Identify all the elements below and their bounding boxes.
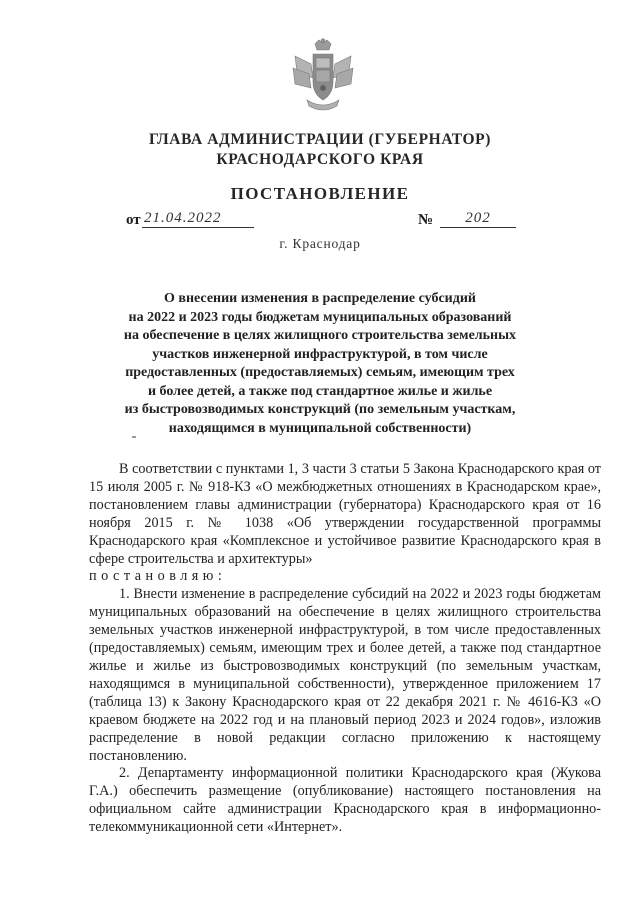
- number-prefix: №: [418, 212, 434, 228]
- title-line: и более детей, а также под стандартное жилье и жилье: [147, 383, 493, 399]
- city: г. Краснодар: [279, 236, 361, 251]
- preamble-paragraph: В соответствии с пунктами 1, 3 части 3 статьи 5 Закона Краснодарского края от 15 июля 2005 г. № 918-КЗ «О межбюджетных отношениях в Краснодарском крае», постановлением главы администрации (губернатора) Краснодарского края от 16 ноября 2015 г. № 1038 «Об утверждении государственной программы Краснодарского края «Комплексное и устойчивое развитие Краснодарского края в сфере строительства и архитектуры»: [89, 461, 601, 567]
- document-date: 21.04.2022: [142, 210, 254, 228]
- decree-verb: постановляю:: [89, 568, 227, 585]
- title-line: на обеспечение в целях жилищного строительства земельных: [123, 328, 517, 343]
- title-line: О внесении изменения в распределение субсидий: [164, 291, 476, 306]
- title-line: находящимся в муниципальной собственности): [168, 420, 472, 436]
- document-number: 202: [440, 210, 516, 228]
- date-prefix: от: [126, 212, 141, 228]
- title-line: участков инженерной инфраструктурой, в том числе: [152, 346, 488, 362]
- item-2-paragraph: 2. Департаменту информационной политики Краснодарского края (Жукова Г.А.) обеспечить размещение (опубликование) настоящего постановления на официальном сайте администрации Краснодарского края в информационно-телекоммуникационной сети «Интернет».: [89, 765, 601, 836]
- document-body: [89, 461, 601, 837]
- authority-line-2: КРАСНОДАРСКОГО КРАЯ: [216, 151, 424, 168]
- document-type: ПОСТАНОВЛЕНИЕ: [230, 184, 410, 203]
- title-line: из быстровозводимых конструкций (по земельным участкам,: [124, 402, 516, 417]
- coat-of-arms-icon: [291, 38, 355, 114]
- issuing-authority: [0, 130, 640, 170]
- item-1-paragraph: 1. Внести изменение в распределение субсидий на 2022 и 2023 годы бюджетам муниципальных образований на обеспечение в целях жилищного строительства земельных участков инженерной инфраструктурой, в том числе предоставленных (предоставляемых) семьям, имеющим трех и более детей, а также под стандартное жилье и жилье из быстровозводимых конструкций (по земельным участкам, находящимся в муниципальной собственности), утвержденное приложением 17 (таблица 13) к Закону Краснодарского края от 22 декабря 2021 г. № 4616-КЗ «О краевом бюджете на 2022 год и на плановый период 2023 и 2024 годов», изложив распределение в новой редакции согласно приложению к настоящему постановлению.: [89, 586, 601, 764]
- title-line: на 2022 и 2023 годы бюджетам муниципальных образований: [128, 309, 512, 325]
- date-number-line: [0, 210, 640, 234]
- document-title: [120, 290, 520, 438]
- title-line: предоставленных (предоставляемых) семьям, имеющим трех: [125, 365, 515, 380]
- scan-mark: [132, 436, 136, 438]
- authority-line-1: ГЛАВА АДМИНИСТРАЦИИ (ГУБЕРНАТОР): [149, 131, 491, 148]
